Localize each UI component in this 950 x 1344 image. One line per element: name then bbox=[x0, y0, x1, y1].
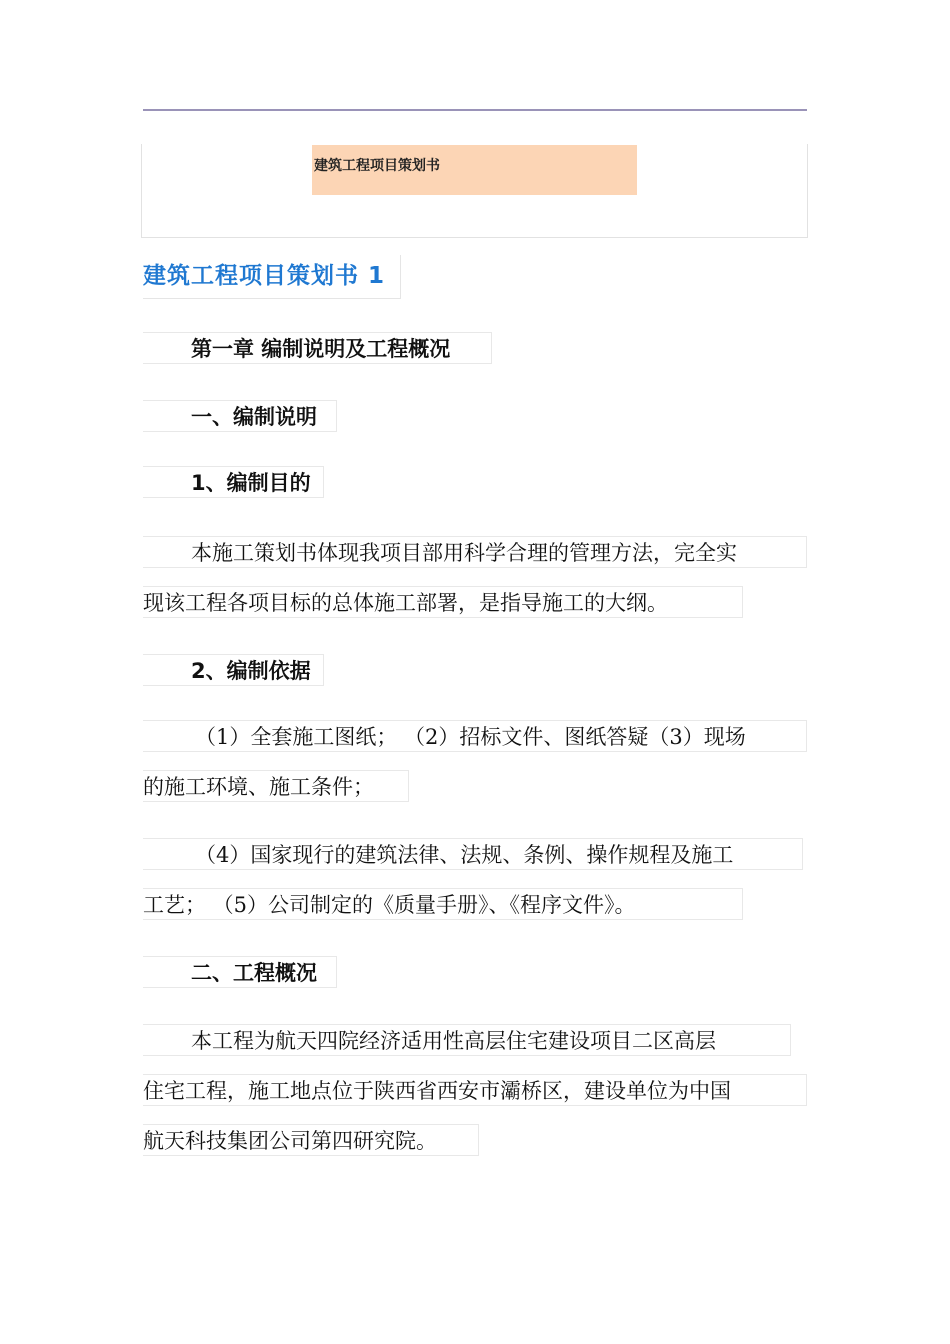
paragraph-1-line-1: 本施工策划书体现我项目部用科学合理的管理方法，完全实 bbox=[143, 536, 807, 568]
paragraph-4-line-2: 住宅工程，施工地点位于陕西省西安市灞桥区，建设单位为中国 bbox=[143, 1074, 807, 1106]
chapter-heading: 第一章 编制说明及工程概况 bbox=[143, 332, 492, 364]
paragraph-1-line-2: 现该工程各项目标的总体施工部署，是指导施工的大纲。 bbox=[143, 586, 743, 618]
paragraph-2-line-1: （1）全套施工图纸； （2）招标文件、图纸答疑（3）现场 bbox=[143, 720, 807, 752]
header-tag: 建筑工程项目策划书 bbox=[312, 145, 637, 195]
subsection-heading-1: 1、编制目的 bbox=[143, 466, 324, 498]
section-heading-2: 二、工程概况 bbox=[143, 956, 337, 988]
paragraph-2-line-2: 的施工环境、施工条件； bbox=[143, 770, 409, 802]
header-rule bbox=[143, 109, 807, 111]
paragraph-4-line-3: 航天科技集团公司第四研究院。 bbox=[143, 1124, 479, 1156]
paragraph-3-line-1: （4）国家现行的建筑法律、法规、条例、操作规程及施工 bbox=[143, 838, 803, 870]
paragraph-4-line-1: 本工程为航天四院经济适用性高层住宅建设项目二区高层 bbox=[143, 1024, 791, 1056]
subsection-heading-2: 2、编制依据 bbox=[143, 654, 324, 686]
paragraph-3-line-2: 工艺； （5）公司制定的《质量手册》、《程序文件》。 bbox=[143, 888, 743, 920]
section-heading-1: 一、编制说明 bbox=[143, 400, 337, 432]
document-title: 建筑工程项目策划书 1 bbox=[143, 255, 401, 299]
